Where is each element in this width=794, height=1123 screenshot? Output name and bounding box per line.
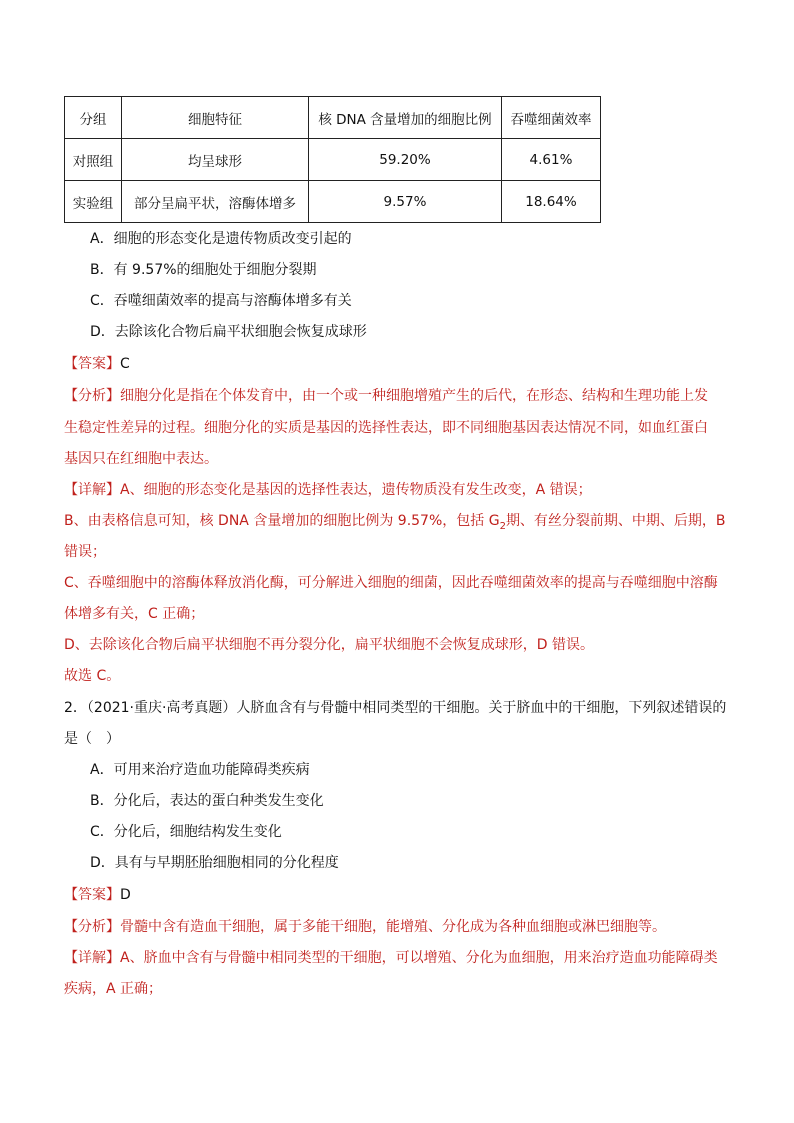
analysis-text: 骨髓中含有造血干细胞，属于多能干细胞，能增殖、分化成为各种血细胞或淋巴细胞等。 xyxy=(120,919,666,935)
analysis-text: 生稳定性差异的过程。细胞分化的实质是基因的选择性表达，即不同细胞基因表达情况不同，如血红蛋白 xyxy=(64,420,708,436)
analysis-line xyxy=(64,385,708,407)
analysis-line xyxy=(64,916,666,938)
option-c: C．分化后，细胞结构发生变化 xyxy=(90,824,282,840)
question-stem: 2．（2021·重庆·高考真题）人脐血含有与骨髓中相同类型的干细胞。关于脐血中的干细胞，下列叙述错误的 xyxy=(64,700,727,716)
table-cell: 部分呈扁平状，溶酶体增多 xyxy=(122,181,309,223)
table-cell: 18.64% xyxy=(502,181,601,223)
answer-value: C xyxy=(120,356,130,372)
detail-text: A、脐血中含有与骨髓中相同类型的干细胞，可以增殖、分化为血细胞，用来治疗造血功能障碍类 xyxy=(120,950,718,966)
option-a: A．细胞的形态变化是遗传物质改变引起的 xyxy=(90,231,352,247)
option-d: D．具有与早期胚胎细胞相同的分化程度 xyxy=(90,855,339,871)
option-b: B．分化后，表达的蛋白种类发生变化 xyxy=(90,793,324,809)
analysis-tag: 【分析】 xyxy=(64,388,120,404)
answer-tag: 【答案】 xyxy=(64,356,120,372)
table-header-cell: 分组 xyxy=(65,97,122,139)
option-c: C．吞噬细菌效率的提高与溶酶体增多有关 xyxy=(90,293,352,309)
detail-text-part: 期、有丝分裂前期、中期、后期，B xyxy=(505,513,726,529)
table-cell: 实验组 xyxy=(65,181,122,223)
table-cell: 59.20% xyxy=(309,139,502,181)
option-d: D．去除该化合物后扁平状细胞会恢复成球形 xyxy=(90,324,367,340)
option-b: B．有 9.57%的细胞处于细胞分裂期 xyxy=(90,262,317,278)
answer-line xyxy=(64,353,130,375)
table-row xyxy=(65,139,601,181)
detail-line xyxy=(64,947,718,969)
subscript: 2 xyxy=(499,520,506,532)
detail-text-part: B、由表格信息可知，核 DNA 含量增加的细胞比例为 9.57%，包括 G xyxy=(64,513,500,529)
option-a: A．可用来治疗造血功能障碍类疾病 xyxy=(90,762,310,778)
answer-line xyxy=(64,884,131,906)
table-cell: 均呈球形 xyxy=(122,139,309,181)
table-header-row xyxy=(65,97,601,139)
detail-text: C、吞噬细胞中的溶酶体释放消化酶，可分解进入细胞的细菌，因此吞噬细菌效率的提高与吞噬细胞中溶酶 xyxy=(64,575,718,591)
answer-value: D xyxy=(120,887,131,903)
detail-text: 错误； xyxy=(64,544,106,560)
table-cell: 4.61% xyxy=(502,139,601,181)
analysis-text: 细胞分化是指在个体发育中，由一个或一种细胞增殖产生的后代，在形态、结构和生理功能上发 xyxy=(120,388,708,404)
analysis-tag: 【分析】 xyxy=(64,919,120,935)
detail-tag: 【详解】 xyxy=(64,482,120,498)
detail-text: 疾病，A 正确； xyxy=(64,981,163,997)
detail-text xyxy=(64,510,726,538)
answer-tag: 【答案】 xyxy=(64,887,120,903)
table-header-cell: 细胞特征 xyxy=(122,97,309,139)
data-table xyxy=(64,96,601,223)
table-row xyxy=(65,181,601,223)
question-stem: 是（ ） xyxy=(64,731,120,747)
table-cell: 9.57% xyxy=(309,181,502,223)
detail-tag: 【详解】 xyxy=(64,950,120,966)
detail-text: 体增多有关，C 正确； xyxy=(64,606,205,622)
table-header-cell: 核 DNA 含量增加的细胞比例 xyxy=(309,97,502,139)
table-cell: 对照组 xyxy=(65,139,122,181)
table-header-cell: 吞噬细菌效率 xyxy=(502,97,601,139)
detail-line xyxy=(64,479,592,501)
analysis-text: 基因只在红细胞中表达。 xyxy=(64,451,218,467)
detail-text: D、去除该化合物后扁平状细胞不再分裂分化，扁平状细胞不会恢复成球形，D 错误。 xyxy=(64,637,595,653)
detail-text: A、细胞的形态变化是基因的选择性表达，遗传物质没有发生改变，A 错误； xyxy=(120,482,592,498)
conclusion-text: 故选 C。 xyxy=(64,668,121,684)
